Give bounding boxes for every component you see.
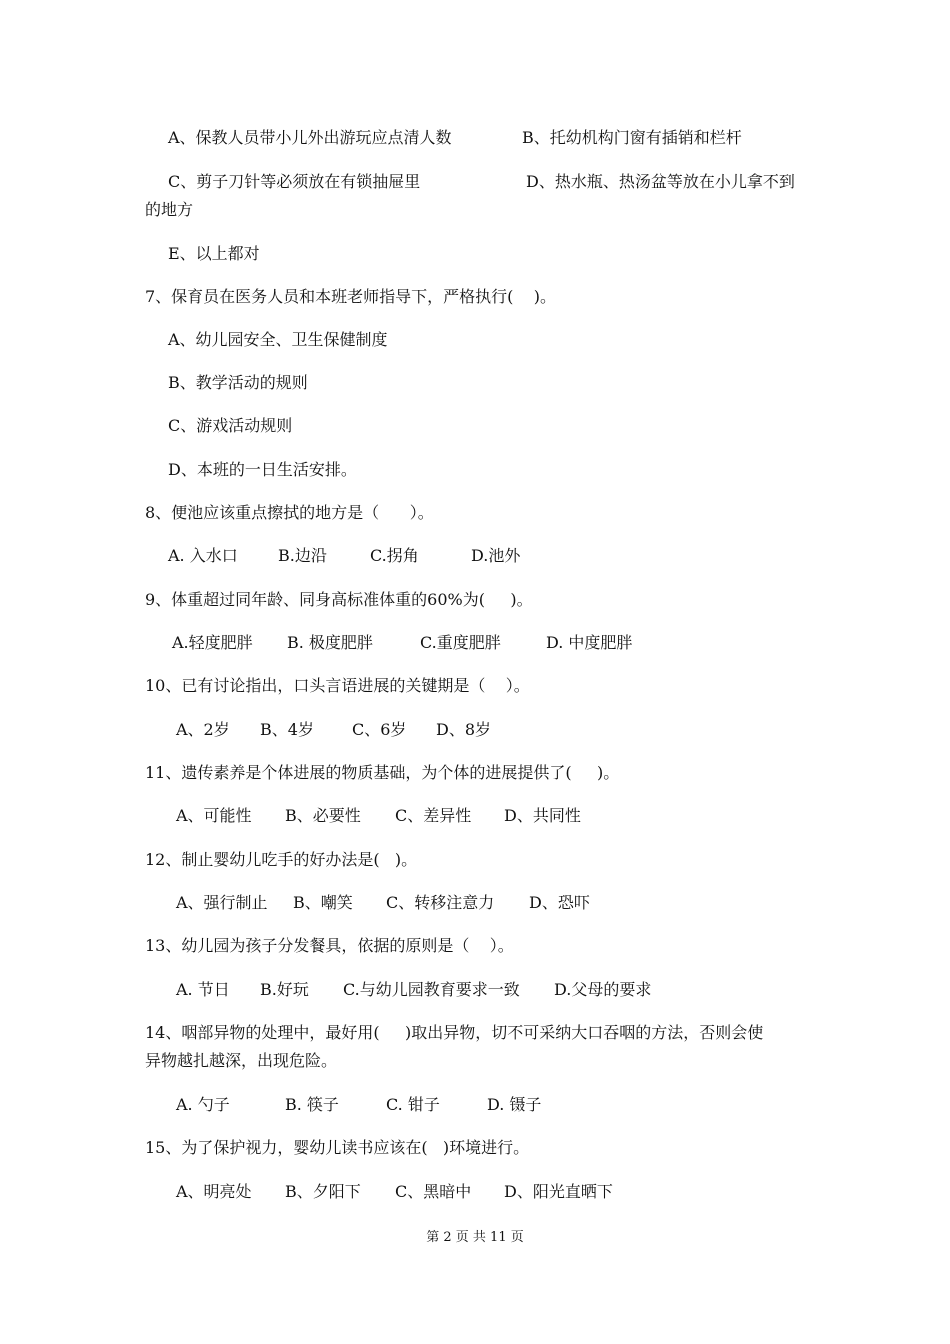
q6-option-e: E、以上都对	[168, 244, 260, 263]
question-14-continued: 异物越扎越深，出现危险。	[145, 1051, 338, 1070]
q6-option-a: A、保教人员带小儿外出游玩应点清人数	[168, 128, 452, 147]
question-13-option-c: C.与幼儿园教育要求一致	[343, 980, 520, 999]
question-11-option-b: B、必要性	[285, 806, 361, 825]
question-8-option-a: A. 入水口	[168, 546, 238, 565]
question-14-option-d: D. 镊子	[487, 1095, 542, 1114]
question-9-option-d: D. 中度肥胖	[546, 633, 633, 652]
question-9-option-c: C.重度肥胖	[420, 633, 501, 652]
question-12-option-d: D、恐吓	[529, 893, 590, 912]
q6-option-c: C、剪子刀针等必须放在有锁抽屉里	[168, 172, 421, 191]
q6-option-d: D、热水瓶、热汤盆等放在小儿拿不到	[526, 172, 795, 191]
question-14-option-a: A. 勺子	[176, 1095, 230, 1114]
question-10-option-b: B、4岁	[260, 720, 314, 739]
question-11-option-d: D、共同性	[504, 806, 581, 825]
question-15: 15、为了保护视力，婴幼儿读书应该在( )环境进行。	[145, 1138, 530, 1157]
question-11-option-c: C、差异性	[395, 806, 472, 825]
question-15-option-b: B、夕阳下	[285, 1182, 361, 1201]
question-8: 8、便池应该重点擦拭的地方是（ ）。	[145, 503, 434, 522]
question-15-option-d: D、阳光直晒下	[504, 1182, 613, 1201]
question-13: 13、幼儿园为孩子分发餐具，依据的原则是（ ）。	[145, 936, 514, 955]
question-7-option-c: C、游戏活动规则	[168, 416, 293, 435]
question-9-option-b: B. 极度肥胖	[287, 633, 373, 652]
question-14: 14、咽部异物的处理中，最好用( )取出异物，切不可采纳大口吞咽的方法，否则会使	[145, 1023, 764, 1042]
question-14-option-c: C. 钳子	[386, 1095, 440, 1114]
q6-option-b: B、托幼机构门窗有插销和栏杆	[522, 128, 742, 147]
question-7-option-a: A、幼儿园安全、卫生保健制度	[168, 330, 388, 349]
question-8-option-c: C.拐角	[370, 546, 419, 565]
question-12-option-a: A、强行制止	[176, 893, 268, 912]
question-12-option-b: B、嘲笑	[293, 893, 353, 912]
question-13-option-b: B.好玩	[260, 980, 309, 999]
question-10-option-a: A、2岁	[176, 720, 230, 739]
question-7: 7、保育员在医务人员和本班老师指导下，严格执行( )。	[145, 287, 557, 306]
question-15-option-a: A、明亮处	[176, 1182, 252, 1201]
question-14-option-b: B. 筷子	[285, 1095, 339, 1114]
question-8-option-b: B.边沿	[278, 546, 327, 565]
question-10: 10、已有讨论指出，口头言语进展的关键期是（ ）。	[145, 676, 530, 695]
q6-option-d-continued: 的地方	[145, 200, 194, 219]
question-11-option-a: A、可能性	[176, 806, 252, 825]
question-9-option-a: A.轻度肥胖	[172, 633, 253, 652]
page-footer: 第 2 页 共 11 页	[426, 1230, 524, 1245]
question-7-option-d: D、本班的一日生活安排。	[168, 460, 357, 479]
question-10-option-c: C、6岁	[352, 720, 407, 739]
question-7-option-b: B、教学活动的规则	[168, 373, 308, 392]
question-12: 12、制止婴幼儿吃手的好办法是( )。	[145, 850, 418, 869]
question-10-option-d: D、8岁	[436, 720, 492, 739]
question-12-option-c: C、转移注意力	[386, 893, 495, 912]
question-15-option-c: C、黑暗中	[395, 1182, 472, 1201]
question-11: 11、遗传素养是个体进展的物质基础，为个体的进展提供了( )。	[145, 763, 620, 782]
question-13-option-a: A. 节日	[176, 980, 230, 999]
question-13-option-d: D.父母的要求	[554, 980, 652, 999]
question-8-option-d: D.池外	[471, 546, 521, 565]
question-9: 9、体重超过同年龄、同身高标准体重的60%为( )。	[145, 590, 533, 609]
